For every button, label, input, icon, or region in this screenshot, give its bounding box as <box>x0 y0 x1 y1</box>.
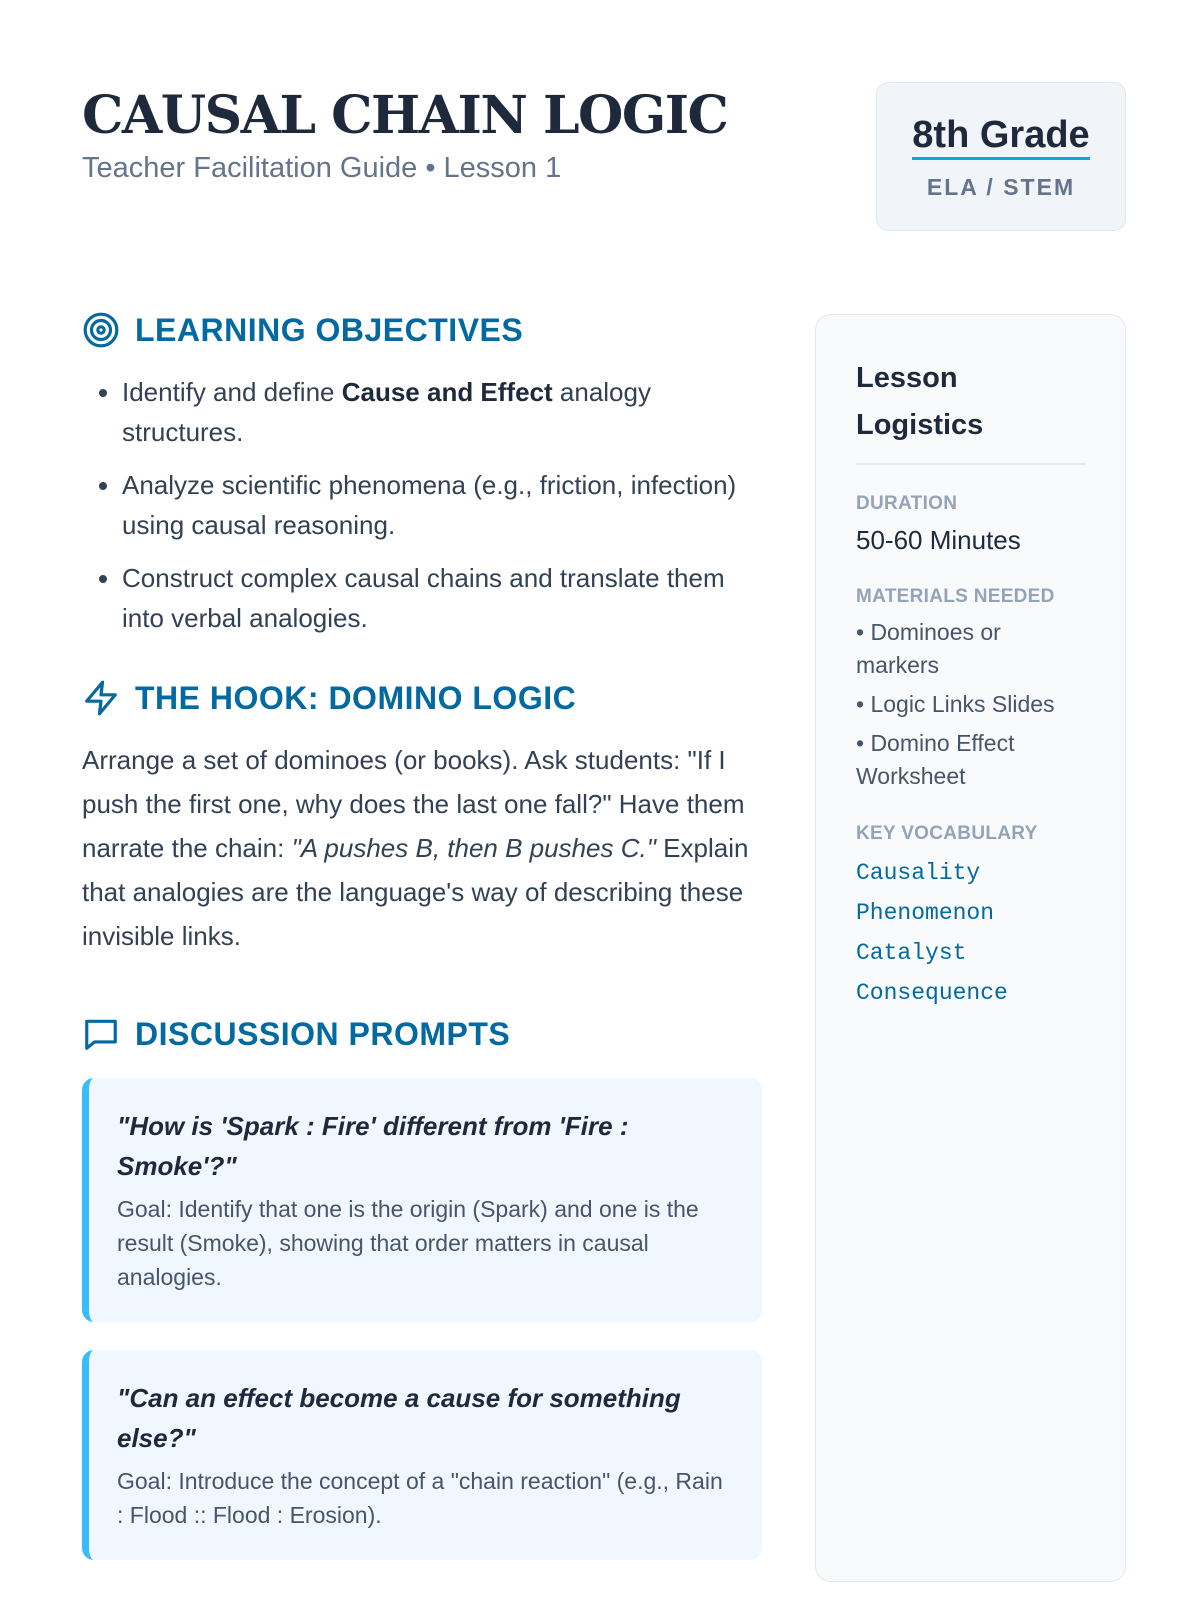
chat-bubble-icon <box>82 1015 120 1053</box>
grade-level: 8th Grade <box>912 113 1089 160</box>
prompt-question: "How is 'Spark : Fire' different from 'Fire : Smoke'?" <box>117 1111 629 1181</box>
discussion-prompt-card <box>82 1078 762 1322</box>
subject-label: ELA / STEM <box>926 174 1076 200</box>
hook-title: THE HOOK: DOMINO LOGIC <box>135 680 577 716</box>
logistics-title: Lesson Logistics <box>856 355 1085 465</box>
hook-description: Arrange a set of dominoes (or books). Ask students: "If I push the first one, why does the last one fall?" Have them narrate the chain: "A pushes B, then B pushes C." Explain that analogies are the language's way of describing these invisible links. <box>82 745 749 951</box>
vocabulary-term: Catalyst <box>856 940 967 966</box>
lesson-subtitle: Teacher Facilitation Guide • Lesson 1 <box>82 152 562 184</box>
prompt-goal: Goal: Identify that one is the origin (Spark) and one is the result (Smoke), showing that order matters in causal analogies. <box>117 1196 699 1290</box>
material-item: • Logic Links Slides <box>856 691 1055 717</box>
lesson-header <box>82 84 802 188</box>
target-icon <box>82 311 120 349</box>
materials-label: MATERIALS NEEDED <box>856 586 1055 607</box>
duration-label: DURATION <box>856 493 958 514</box>
vocabulary-list <box>856 853 1085 1013</box>
objective-item: • Identify and define Cause and Effect analogy structures. <box>122 372 762 452</box>
material-item: • Dominoes or markers <box>856 619 1001 678</box>
discussion-heading <box>82 1014 762 1054</box>
lesson-title: CAUSAL CHAIN LOGIC <box>82 85 728 146</box>
hook-heading <box>82 678 762 718</box>
objectives-heading <box>82 310 762 350</box>
objective-item: • Construct complex causal chains and translate them into verbal analogies. <box>122 558 762 638</box>
objectives-title: LEARNING OBJECTIVES <box>135 312 524 348</box>
objectives-list <box>82 372 762 638</box>
lightning-icon <box>82 679 120 717</box>
vocabulary-term: Phenomenon <box>856 900 995 926</box>
prompt-question: "Can an effect become a cause for something else?" <box>117 1383 681 1453</box>
prompt-goal: Goal: Introduce the concept of a "chain reaction" (e.g., Rain : Flood :: Flood : Erosion). <box>117 1468 723 1528</box>
vocabulary-term: Consequence <box>856 980 1008 1006</box>
main-content <box>82 310 762 1560</box>
duration-value: 50-60 Minutes <box>856 525 1021 555</box>
discussion-title: DISCUSSION PROMPTS <box>135 1016 511 1052</box>
vocabulary-term: Causality <box>856 860 981 886</box>
logistics-sidebar <box>815 314 1126 1582</box>
materials-list <box>856 616 1085 793</box>
discussion-prompt-card <box>82 1350 762 1560</box>
material-item: • Domino Effect Worksheet <box>856 730 1015 789</box>
objective-item: • Analyze scientific phenomena (e.g., friction, infection) using causal reasoning. <box>122 465 762 545</box>
grade-badge <box>876 82 1126 231</box>
vocabulary-label: KEY VOCABULARY <box>856 823 1038 844</box>
